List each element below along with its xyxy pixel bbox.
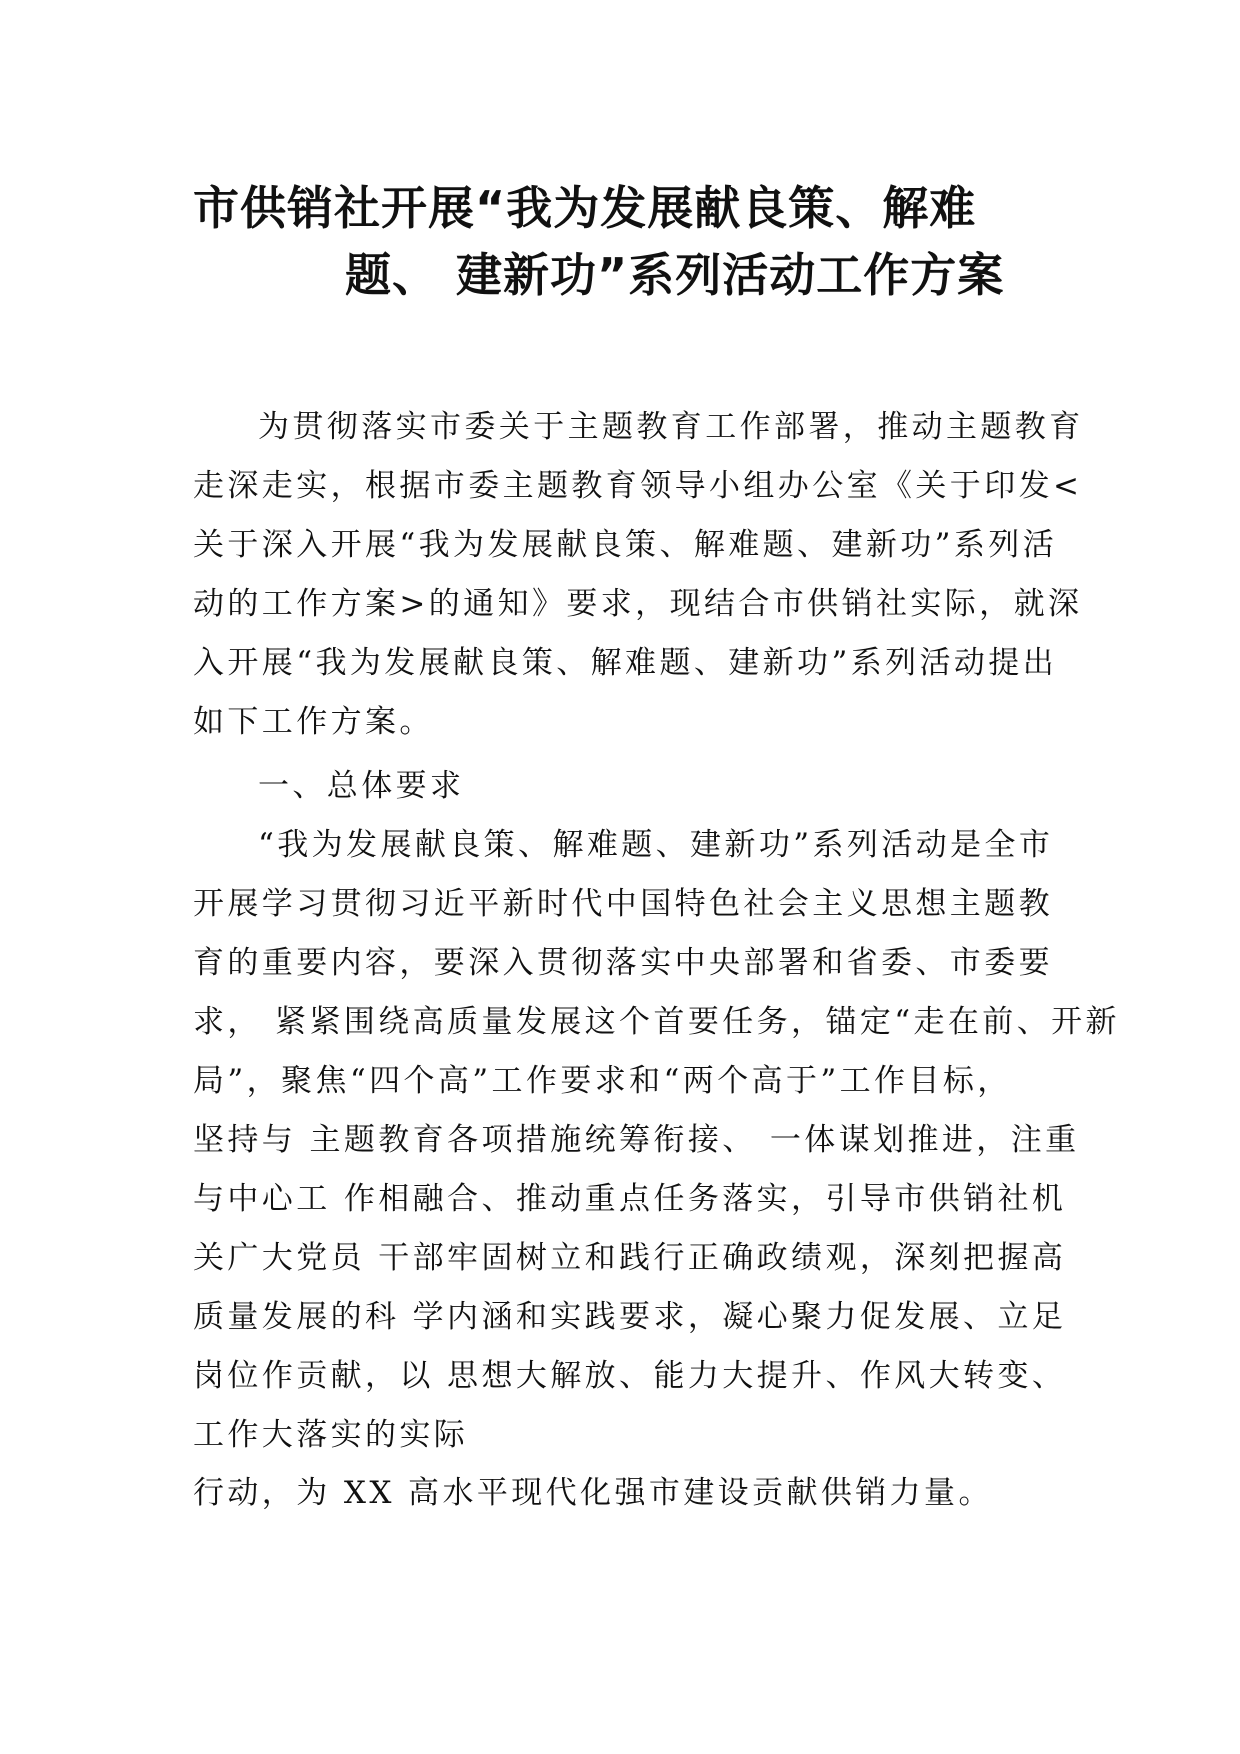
section-paragraph-line: 行动，为 XX 高水平现代化强市建设贡献供销力量。 bbox=[193, 1475, 993, 1511]
section-heading: 一、总体要求 bbox=[258, 768, 465, 804]
section-paragraph-line: 局”，聚焦“四个高”工作要求和“两个高于”工作目标， bbox=[193, 1063, 1012, 1099]
section-paragraph-line: “我为发展献良策、解难题、建新功”系列活动是全市 bbox=[258, 827, 1054, 863]
section-paragraph-line: 关广大党员 干部牢固树立和践行正确政绩观，深刻把握高 bbox=[193, 1240, 1067, 1276]
intro-paragraph-line: 动的工作方案>的通知》要求，现结合市供销社实际，就深 bbox=[193, 586, 1083, 622]
intro-paragraph-line: 如下工作方案。 bbox=[193, 704, 434, 740]
section-paragraph-line: 质量发展的科 学内涵和实践要求，凝心聚力促发展、立足 bbox=[193, 1299, 1067, 1335]
intro-paragraph-line: 为贯彻落实市委关于主题教育工作部署，推动主题教育 bbox=[258, 409, 1084, 445]
section-paragraph-line: 求， 紧紧围绕高质量发展这个首要任务，锚定“走在前、开新 bbox=[193, 1004, 1120, 1040]
section-paragraph-line: 工作大落实的实际 bbox=[193, 1417, 469, 1453]
intro-paragraph-line: 走深走实，根据市委主题教育领导小组办公室《关于印发< bbox=[193, 468, 1083, 504]
intro-paragraph-line: 关于深入开展“我为发展献良策、解难题、建新功”系列活 bbox=[193, 527, 1058, 563]
section-paragraph-line: 与中心工 作相融合、推动重点任务落实，引导市供销社机 bbox=[193, 1181, 1067, 1217]
section-paragraph-line: 开展学习贯彻习近平新时代中国特色社会主义思想主题教 bbox=[193, 886, 1053, 922]
section-paragraph-line: 育的重要内容，要深入贯彻落实中央部署和省委、市委要 bbox=[193, 945, 1053, 981]
document-title-line-1: 市供销社开展“我为发展献良策、解难 bbox=[193, 181, 977, 235]
intro-paragraph-line: 入开展“我为发展献良策、解难题、建新功”系列活动提出 bbox=[193, 645, 1058, 681]
document-title-line-2: 题、 建新功”系列活动工作方案 bbox=[345, 248, 1005, 302]
section-paragraph-line: 坚持与 主题教育各项措施统筹衔接、 一体谋划推进，注重 bbox=[193, 1122, 1080, 1158]
section-paragraph-line: 岗位作贡献，以 思想大解放、能力大提升、作风大转变、 bbox=[193, 1358, 1067, 1394]
